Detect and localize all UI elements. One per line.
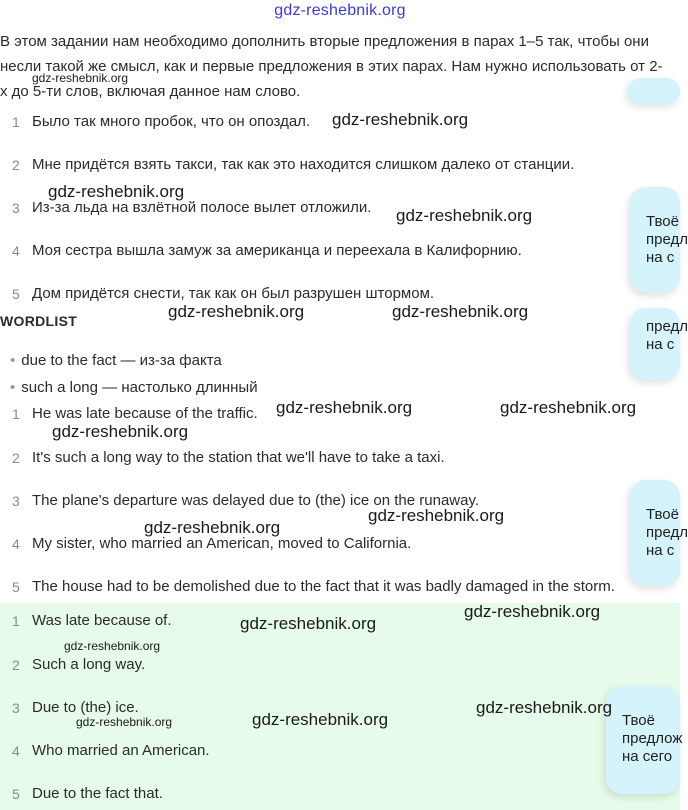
sentence-text: Было так много пробок, что он опоздал.	[32, 113, 311, 130]
wordlist-title: WORDLIST	[0, 313, 78, 329]
watermark: gdz-reshebnik.org	[144, 518, 281, 537]
wordlist-item-1	[10, 351, 222, 371]
watermark: gdz-reshebnik.org	[332, 110, 469, 129]
watermark: gdz-reshebnik.org	[64, 639, 161, 653]
watermark: gdz-reshebnik.org	[476, 698, 613, 717]
russian-sentence-5	[0, 283, 680, 305]
answer-text: Such a long way.	[32, 656, 146, 673]
watermark: gdz-reshebnik.org	[168, 302, 305, 321]
answer-number: 4	[12, 743, 20, 759]
watermark: gdz-reshebnik.org	[76, 715, 173, 729]
sentence-text: My sister, who married an American, moved to California.	[32, 535, 412, 552]
bubble-text: Твоё	[646, 506, 679, 523]
english-sentence-5	[0, 576, 680, 598]
watermark: gdz-reshebnik.org	[252, 710, 389, 729]
english-sentence-2	[0, 447, 680, 469]
sentence-text: The plane's departure was delayed due to (the) ice on the runaway.	[32, 492, 480, 509]
chat-bubble[interactable]	[630, 187, 688, 293]
bubble-text: предл	[646, 524, 688, 541]
watermark: gdz-reshebnik.org	[500, 398, 637, 417]
watermark: gdz-reshebnik.org	[276, 398, 413, 417]
bubble-text: предл	[646, 318, 688, 335]
sentence-number: 3	[12, 200, 20, 216]
watermark: gdz-reshebnik.org	[240, 614, 377, 633]
task-intro: В этом задании нам необходимо дополнить вторые предложения в парах 1–5 так, чтобы они несли такой же смысл, как и первые предложения в этих парах. Нам нужно использовать от 2-х до 5-ти слов, включая данное нам слово.	[0, 33, 663, 100]
watermark: gdz-reshebnik.org	[392, 302, 529, 321]
answer-2	[0, 654, 680, 676]
watermark: gdz-reshebnik.org	[368, 506, 505, 525]
sentence-number: 2	[12, 157, 20, 173]
answer-number: 3	[12, 700, 20, 716]
wordlist-item-2	[10, 378, 258, 398]
sentence-text: Мне придётся взять такси, так как это находится слишком далеко от станции.	[32, 156, 575, 173]
bubble-text: на с	[646, 542, 675, 559]
sentence-number: 3	[12, 493, 20, 509]
sentence-number: 5	[12, 579, 20, 595]
watermark: gdz-reshebnik.org	[52, 422, 189, 441]
sentence-text: Из-за льда на взлётной полосе вылет отложили.	[32, 199, 372, 216]
sentence-number: 5	[12, 286, 20, 302]
sentence-number: 4	[12, 536, 20, 552]
bubble-text: на с	[646, 336, 675, 353]
answer-5	[0, 783, 680, 805]
chat-bubble[interactable]	[630, 480, 688, 586]
answer-text: Due to (the) ice.	[32, 699, 139, 716]
sentence-text: Моя сестра вышла замуж за американца и переехала в Калифорнию.	[32, 242, 522, 259]
sentence-text: He was late because of the traffic.	[32, 405, 258, 422]
answer-4	[0, 740, 680, 762]
chat-bubble[interactable]	[630, 308, 688, 380]
watermark: gdz-reshebnik.org	[48, 182, 185, 201]
sentence-number: 1	[12, 406, 20, 422]
russian-sentence-2	[0, 154, 680, 176]
wordlist-item-text: due to the fact — из-за факта	[21, 352, 222, 369]
watermark: gdz-reshebnik.org	[32, 71, 129, 85]
bubble-text: предл	[646, 231, 688, 248]
watermark-top: gdz-reshebnik.org	[274, 2, 406, 19]
answer-number: 2	[12, 657, 20, 673]
sentence-text: The house had to be demolished due to the fact that it was badly damaged in the storm.	[32, 578, 615, 595]
sentence-number: 4	[12, 243, 20, 259]
english-sentence-3	[0, 490, 680, 512]
bubble-text: Твоё	[622, 712, 655, 729]
answer-text: Due to the fact that.	[32, 785, 163, 802]
bullet-icon: •	[10, 379, 16, 396]
sentence-text: Дом придётся снести, так как он был разрушен штормом.	[32, 285, 435, 302]
sentence-text: It's such a long way to the station that we'll have to take a taxi.	[32, 449, 445, 466]
answer-text: Who married an American.	[32, 742, 210, 759]
answer-text: Was late because of.	[32, 612, 172, 629]
sentence-number: 1	[12, 114, 20, 130]
answer-number: 5	[12, 786, 20, 802]
bullet-icon: •	[10, 352, 16, 369]
bubble-text: Твоё	[646, 213, 679, 230]
bubble-text: на сего	[622, 748, 673, 765]
english-sentence-4	[0, 533, 680, 555]
russian-sentence-4	[0, 240, 680, 262]
bubble-text: предлож	[622, 730, 683, 747]
sentence-number: 2	[12, 450, 20, 466]
answer-number: 1	[12, 613, 20, 629]
chat-bubble[interactable]	[628, 78, 680, 104]
watermark: gdz-reshebnik.org	[464, 602, 601, 621]
bubble-text: на с	[646, 249, 675, 266]
chat-bubble[interactable]	[606, 686, 683, 794]
watermark: gdz-reshebnik.org	[396, 206, 533, 225]
wordlist-item-text: such a long — настолько длинный	[21, 379, 258, 396]
